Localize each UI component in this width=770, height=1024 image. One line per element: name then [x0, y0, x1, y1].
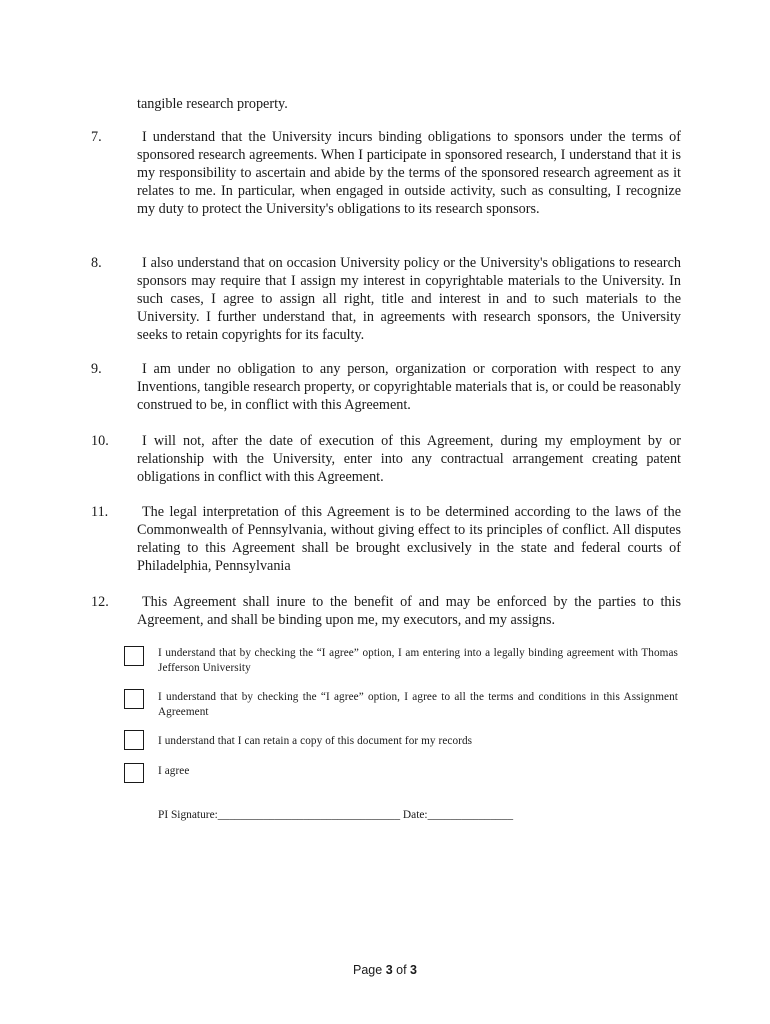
clause-text: The legal interpretation of this Agreement is to be determined according to the laws of the Commonwealth of Pennsylvania, without giving effect to its principles of conflict. All disputes relating to this Agreement shall be brought exclusively in the state and federal courts of Philadelphia, Pennsylvania: [137, 504, 681, 574]
checkbox-label: I understand that I can retain a copy of this document for my records: [158, 735, 473, 747]
terms-checkbox[interactable]: [124, 689, 144, 709]
date-label: Date:: [402, 809, 428, 821]
clause-number: 8.: [91, 255, 102, 271]
pi-signature-field[interactable]: ________________________________: [217, 809, 401, 821]
clause-text: I understand that the University incurs binding obligations to sponsors under the terms of sponsored research agreements. When I participate in sponsored research, I understand that it is my responsibility to ascertain and abide by the terms of the sponsored research agreement as it relates to me. In particular, when engaged in outside activity, such as consulting, I recognize my duty to protect the University's obligations to its research sponsors.: [137, 129, 681, 217]
retain-copy-checkbox[interactable]: [124, 730, 144, 750]
clause-number: 10.: [91, 433, 109, 449]
clause-number: 7.: [91, 129, 102, 145]
pi-signature-label: PI Signature:: [158, 809, 218, 821]
page-footer: [0, 962, 770, 978]
checkbox-label: I understand that by checking the “I agree” option, I agree to all the terms and conditions in this Assignment Agreement: [158, 691, 678, 718]
clause-text: I will not, after the date of execution of this Agreement, during my employment by or relationship with the University, enter into any contractual arrangement creating patent obligations in conflict with this Agreement.: [137, 433, 681, 485]
total-pages-number: 3: [410, 963, 417, 977]
checkbox-label: I agree: [158, 765, 190, 777]
binding-agreement-checkbox[interactable]: [124, 646, 144, 666]
clause-number: 9.: [91, 361, 102, 377]
clause-text: I am under no obligation to any person, organization or corporation with respect to any Inventions, tangible research property, or copyrightable materials that is, or could be reasonably construed to be, in conflict with this Agreement.: [137, 361, 681, 413]
page-word: Page: [353, 963, 383, 977]
clause-text: This Agreement shall inure to the benefit of and may be enforced by the parties to this Agreement, and shall be binding upon me, my executors, and my assigns.: [137, 594, 681, 628]
checkbox-label: I understand that by checking the “I agree” option, I am entering into a legally binding agreement with Thomas Jefferson University: [158, 647, 678, 674]
clause-text: I also understand that on occasion University policy or the University's obligations to research sponsors may require that I assign my interest in copyrightable materials to the University. In such cases, I agree to assign all right, title and interest in and to such materials to the University. I further understand that, in agreements with research sponsors, the University seeks to retain copyrights for its faculty.: [137, 255, 681, 343]
clause-number: 12.: [91, 594, 109, 610]
current-page-number: 3: [385, 963, 393, 977]
i-agree-checkbox[interactable]: [124, 763, 144, 783]
of-word: of: [396, 963, 407, 977]
continuation-text: tangible research property.: [137, 96, 288, 112]
clause-number: 11.: [91, 504, 109, 520]
date-field[interactable]: _______________: [427, 809, 514, 821]
signature-line: [158, 808, 513, 823]
